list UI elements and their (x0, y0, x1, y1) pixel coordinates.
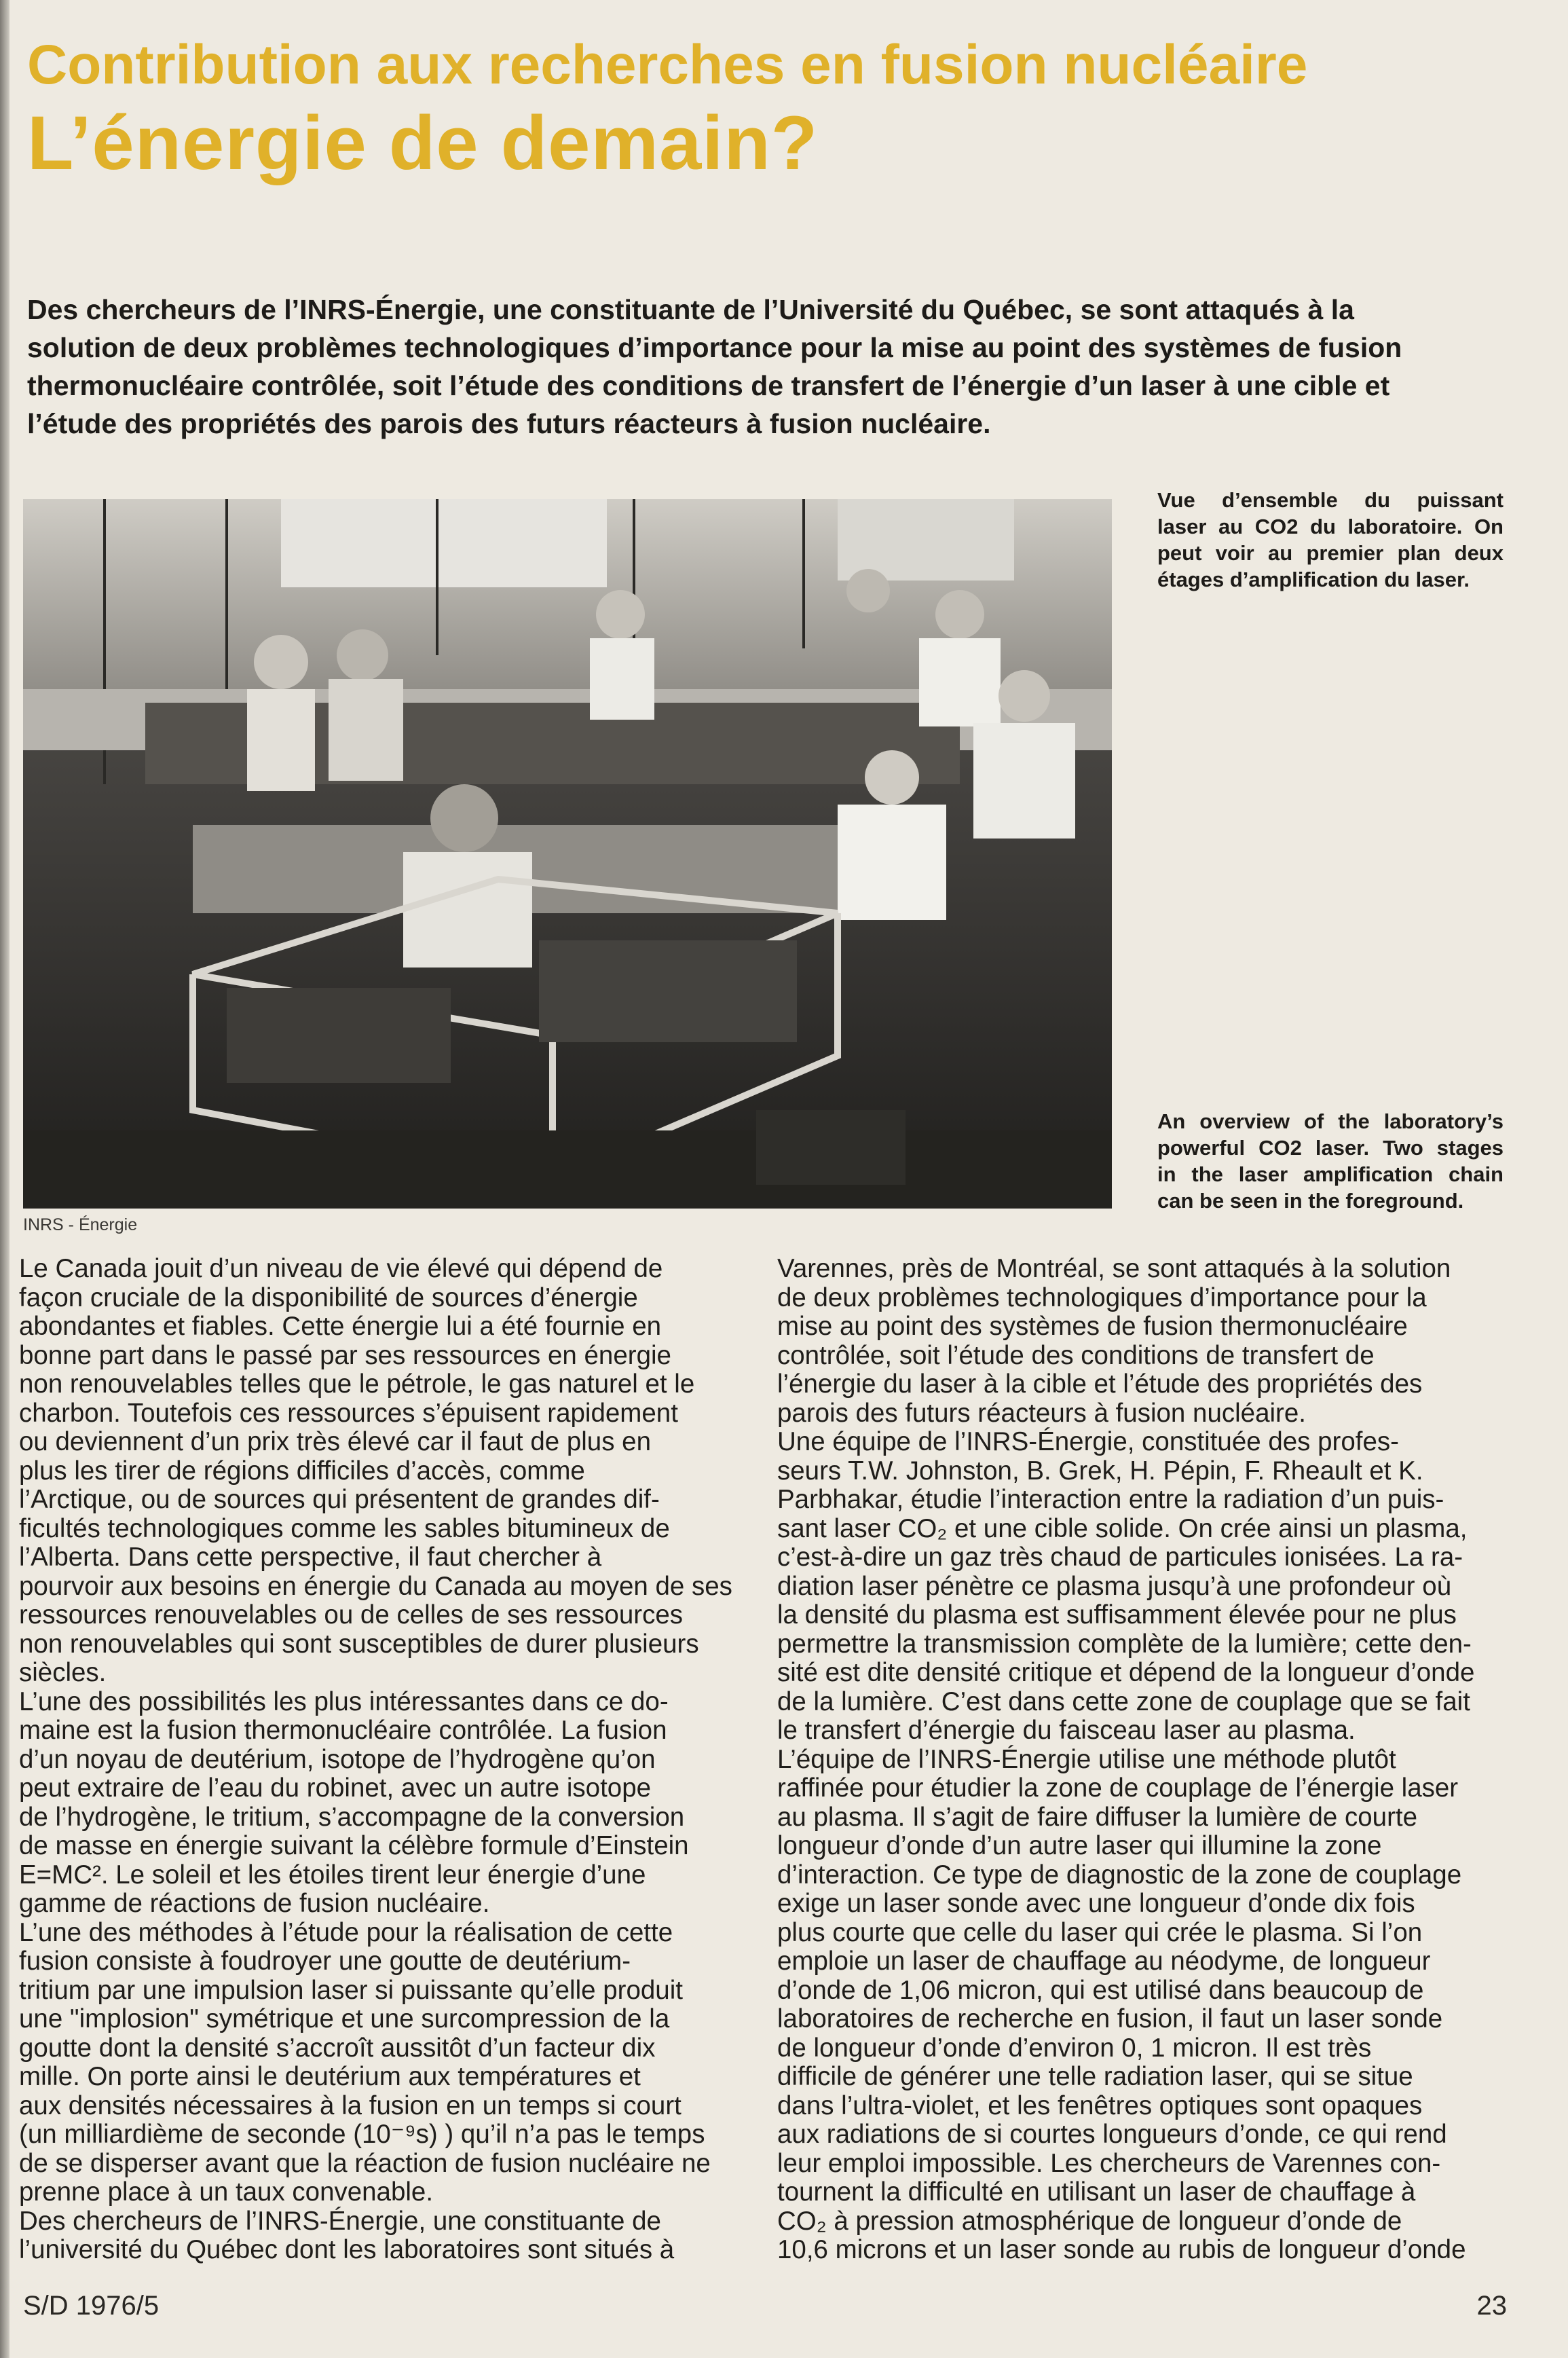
body-text-line: prenne place à un taux convenable. (19, 2177, 434, 2207)
body-text-line: d’un noyau de deutérium, isotope de l’hydrogène qu’on (19, 1744, 656, 1774)
body-text-line: L’une des possibilités les plus intéressantes dans ce do- (19, 1687, 669, 1716)
body-text-line: non renouvelables qui sont susceptibles de durer plusieurs (19, 1629, 699, 1659)
body-text-line: contrôlée, soit l’étude des conditions de transfert de (777, 1340, 1375, 1370)
body-text-line: permettre la transmission complète de la lumière; cette den- (777, 1629, 1472, 1659)
body-text-line: ressources renouvelables ou de celles de ses ressources (19, 1600, 683, 1629)
body-text-line: longueur d’onde d’un autre laser qui illumine la zone (777, 1831, 1382, 1860)
body-text-line: le transfert d’énergie du faisceau laser au plasma. (777, 1716, 1356, 1745)
body-text-line: gamme de réactions de fusion nucléaire. (19, 1889, 490, 1918)
body-text-line: pourvoir aux besoins en énergie du Canada au moyen de ses (19, 1571, 732, 1601)
body-text-line: l’Alberta. Dans cette perspective, il faut chercher à (19, 1543, 602, 1572)
body-text-line: l’université du Québec dont les laboratoires sont situés à (19, 2235, 675, 2264)
body-text-line: une "implosion" symétrique et une surcompression de la (19, 2004, 670, 2033)
body-text-line: E=MC². Le soleil et les étoiles tirent leur énergie d’une (19, 1860, 646, 1890)
photo-caption-french (1157, 487, 1504, 593)
body-text-line: ou deviennent d’un prix très élevé car il faut de plus en (19, 1427, 651, 1456)
caption-line: powerful CO2 laser. Two stages (1157, 1136, 1504, 1160)
body-text-line: tritium par une impulsion laser si puissante qu’elle produit (19, 1975, 683, 2005)
body-text-line: aux densités nécessaires à la fusion en un temps si court (19, 2090, 682, 2120)
body-text-line: peut extraire de l’eau du robinet, avec un autre isotope (19, 1773, 652, 1803)
caption-line: étages d’amplification du laser. (1157, 568, 1470, 591)
body-text-line: la densité du plasma est suffisamment élevée pour ne plus (777, 1600, 1457, 1629)
body-text-line: (un milliardième de seconde (10⁻⁹s) ) qu’il n’a pas le temps (19, 2120, 705, 2149)
body-text-line: fusion consiste à foudroyer une goutte de deutérium- (19, 1947, 631, 1976)
issue-label: S/D 1976/5 (23, 2291, 160, 2321)
body-text-line: de longueur d’onde d’environ 0, 1 micron. Il est très (777, 2033, 1372, 2063)
page-number: 23 (1476, 2291, 1507, 2321)
body-text-line: seurs T.W. Johnston, B. Grek, H. Pépin, F. Rheault et K. (777, 1456, 1423, 1486)
caption-line: laser au CO2 du laboratoire. On (1157, 515, 1504, 538)
body-text-line: CO₂ à pression atmosphérique de longueur d’onde de (777, 2206, 1402, 2236)
body-text-line: raffinée pour étudier la zone de couplage de l’énergie laser (777, 1773, 1459, 1803)
body-text-line: d’onde de 1,06 micron, qui est utilisé dans beaucoup de (777, 1975, 1424, 2005)
lede-line: Des chercheurs de l’INRS-Énergie, une constituante de l’Université du Québec, se sont attaqués à la (27, 294, 1354, 325)
body-text-line: 10,6 microns et un laser sonde au rubis de longueur d’onde (777, 2235, 1466, 2264)
body-text-line: goutte dont la densité s’accroît aussitôt d’un facteur dix (19, 2033, 656, 2063)
body-text-line: ficultés technologiques comme les sables bitumineux de (19, 1513, 670, 1543)
caption-line: can be seen in the foreground. (1157, 1189, 1464, 1213)
body-text-line: d’interaction. Ce type de diagnostic de la zone de couplage (777, 1860, 1462, 1890)
body-text-line: abondantes et fiables. Cette énergie lui a été fournie en (19, 1312, 662, 1341)
article-lede (27, 291, 1439, 443)
body-text-line: l’énergie du laser à la cible et l’étude des propriétés des (777, 1369, 1423, 1399)
body-text-line: façon cruciale de la disponibilité de sources d’énergie (19, 1283, 638, 1312)
body-text-line: siècles. (19, 1658, 107, 1687)
body-text-line: non renouvelables telles que le pétrole, le gas naturel et le (19, 1369, 695, 1399)
body-text-line: sant laser CO₂ et une cible solide. On crée ainsi un plasma, (777, 1513, 1468, 1543)
photo-caption-english (1157, 1108, 1504, 1214)
article-title: L’énergie de demain? (27, 100, 819, 185)
body-text-line: emploie un laser de chauffage au néodyme, de longueur (777, 1947, 1431, 1976)
body-text-line: Des chercheurs de l’INRS-Énergie, une constituante de (19, 2206, 661, 2236)
caption-line: peut voir au premier plan deux (1157, 541, 1504, 565)
body-text-line: plus les tirer de régions difficiles d’accès, comme (19, 1456, 585, 1486)
body-text-line: de masse en énergie suivant la célèbre formule d’Einstein (19, 1831, 689, 1860)
body-column-right (777, 1255, 1517, 2265)
body-text-line: de se disperser avant que la réaction de fusion nucléaire ne (19, 2148, 711, 2178)
body-text-line: l’Arctique, ou de sources qui présentent de grandes dif- (19, 1485, 660, 1514)
caption-line: An overview of the laboratory’s (1157, 1109, 1504, 1133)
body-text-line: maine est la fusion thermonucléaire contrôlée. La fusion (19, 1716, 667, 1745)
caption-line: in the laser amplification chain (1157, 1162, 1504, 1186)
lede-line: l’étude des propriétés des parois des futurs réacteurs à fusion nucléaire. (27, 408, 991, 439)
body-text-line: de l’hydrogène, le tritium, s’accompagne de la conversion (19, 1802, 685, 1832)
body-text-line: sité est dite densité critique et dépend de la longueur d’onde (777, 1658, 1475, 1687)
body-text-line: mille. On porte ainsi le deutérium aux températures et (19, 2062, 641, 2091)
body-column-left (19, 1255, 752, 2265)
body-text-line: bonne part dans le passé par ses ressources en énergie (19, 1340, 671, 1370)
body-text-line: dans l’ultra-violet, et les fenêtres optiques sont opaques (777, 2090, 1423, 2120)
body-text-line: charbon. Toutefois ces ressources s’épuisent rapidement (19, 1398, 678, 1428)
body-text-line: L’équipe de l’INRS-Énergie utilise une méthode plutôt (777, 1744, 1396, 1774)
body-text-line: parois des futurs réacteurs à fusion nucléaire. (777, 1398, 1306, 1428)
body-text-line: difficile de générer une telle radiation laser, qui se situe (777, 2062, 1413, 2091)
body-text-line: Le Canada jouit d’un niveau de vie élevé qui dépend de (19, 1254, 663, 1283)
body-text-line: Parbhakar, étudie l’interaction entre la radiation d’un puis- (777, 1485, 1444, 1514)
body-text-line: de deux problèmes technologiques d’importance pour la (777, 1283, 1427, 1312)
body-text-line: leur emploi impossible. Les chercheurs de Varennes con- (777, 2148, 1441, 2178)
body-text-line: plus courte que celle du laser qui crée le plasma. Si l’on (777, 1917, 1423, 1947)
body-text-line: de la lumière. C’est dans cette zone de couplage que se fait (777, 1687, 1470, 1716)
body-text-line: mise au point des systèmes de fusion thermonucléaire (777, 1312, 1408, 1341)
body-text-line: diation laser pénètre ce plasma jusqu’à une profondeur où (777, 1571, 1452, 1601)
body-text-line: au plasma. Il s’agit de faire diffuser la lumière de courte (777, 1802, 1418, 1832)
body-text-line: c’est-à-dire un gaz très chaud de particules ionisées. La ra- (777, 1543, 1463, 1572)
body-text-line: L’une des méthodes à l’étude pour la réalisation de cette (19, 1917, 673, 1947)
body-text-line: Varennes, près de Montréal, se sont attaqués à la solution (777, 1254, 1451, 1283)
laboratory-photo (23, 499, 1112, 1209)
caption-line: Vue d’ensemble du puissant (1157, 488, 1504, 512)
lede-line: thermonucléaire contrôlée, soit l’étude des conditions de transfert de l’énergie d’un laser à une cible et (27, 370, 1390, 401)
photo-credit: INRS - Énergie (23, 1215, 138, 1234)
body-text-line: tournent la difficulté en utilisant un laser de chauffage à (777, 2177, 1416, 2207)
lede-line: solution de deux problèmes technologiques d’importance pour la mise au point des systèmes de fusion (27, 332, 1402, 363)
page-binding-edge (0, 0, 10, 2358)
body-text-line: Une équipe de l’INRS-Énergie, constituée des profes- (777, 1427, 1399, 1456)
article-kicker: Contribution aux recherches en fusion nucléaire (27, 34, 1308, 96)
body-text-line: aux radiations de si courtes longueurs d’onde, ce qui rend (777, 2120, 1447, 2149)
body-text-line: exige un laser sonde avec une longueur d’onde dix fois (777, 1889, 1415, 1918)
body-text-line: laboratoires de recherche en fusion, il faut un laser sonde (777, 2004, 1443, 2033)
